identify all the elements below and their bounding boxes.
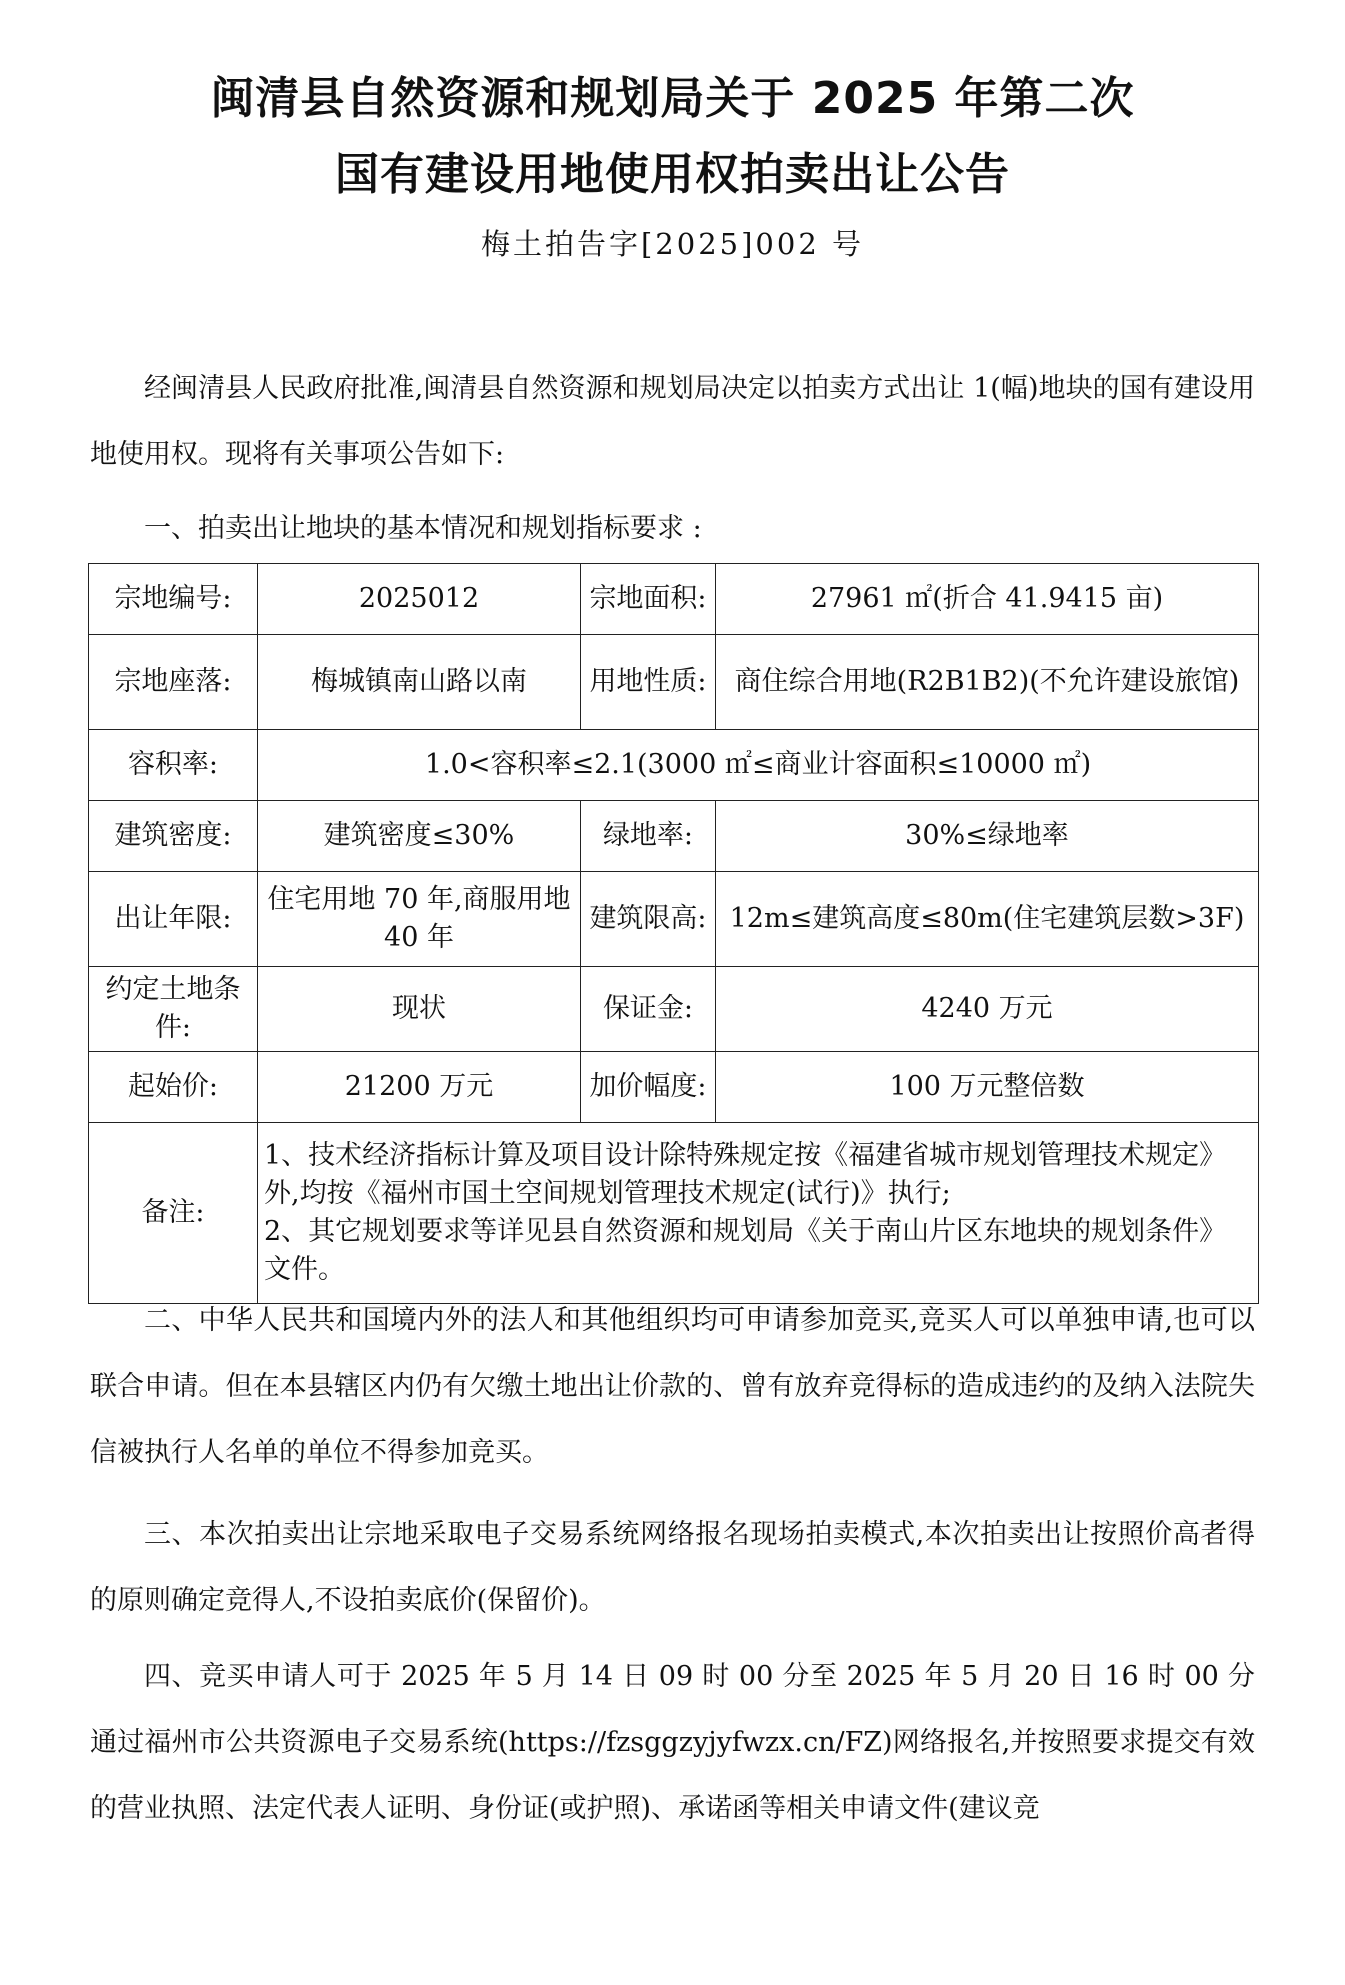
- parcel-no-value: 2025012: [258, 564, 581, 635]
- table-row: [89, 801, 1259, 872]
- parcel-info-table: [88, 563, 1259, 1304]
- area-value: 27961 ㎡(折合 41.9415 亩): [716, 564, 1259, 635]
- intro-paragraph: 经闽清县人民政府批准,闽清县自然资源和规划局决定以拍卖方式出让 1(幅)地块的国有建设用地使用权。现将有关事项公告如下:: [90, 373, 1255, 470]
- table-row: [89, 967, 1259, 1052]
- table-row: [89, 564, 1259, 635]
- start-price-label: 起始价:: [89, 1052, 258, 1123]
- deposit-label: 保证金:: [581, 967, 716, 1052]
- section-3-paragraph: 三、本次拍卖出让宗地采取电子交易系统网络报名现场拍卖模式,本次拍卖出让按照价高者得的原则确定竞得人,不设拍卖底价(保留价)。: [90, 1519, 1255, 1616]
- term-label: 出让年限:: [89, 872, 258, 967]
- area-label: 宗地面积:: [581, 564, 716, 635]
- condition-value: 现状: [258, 967, 581, 1052]
- document-number: 梅土拍告字[2025]002 号: [480, 227, 864, 261]
- height-label: 建筑限高:: [581, 872, 716, 967]
- location-label: 宗地座落:: [89, 635, 258, 730]
- density-value: 建筑密度≤30%: [258, 801, 581, 872]
- height-value: 12m≤建筑高度≤80m(住宅建筑层数>3F): [716, 872, 1259, 967]
- condition-label: 约定土地条件:: [89, 967, 258, 1052]
- land-use-label: 用地性质:: [581, 635, 716, 730]
- table-row: [89, 635, 1259, 730]
- density-label: 建筑密度:: [89, 801, 258, 872]
- remarks-item-2: 2、其它规划要求等详见县自然资源和规划局《关于南山片区东地块的规划条件》文件。: [264, 1216, 1227, 1285]
- far-value: 1.0<容积率≤2.1(3000 ㎡≤商业计容面积≤10000 ㎡): [258, 730, 1259, 801]
- section-2-paragraph: 二、中华人民共和国境内外的法人和其他组织均可申请参加竞买,竞买人可以单独申请,也可以联合申请。但在本县辖区内仍有欠缴土地出让价款的、曾有放弃竞得标的造成违约的及纳入法院失信被执行人名单的单位不得参加竞买。: [90, 1305, 1255, 1468]
- title-line-2: 国有建设用地使用权拍卖出让公告: [335, 149, 1010, 200]
- land-use-value: 商住综合用地(R2B1B2)(不允许建设旅馆): [716, 635, 1259, 730]
- table-row: [89, 1123, 1259, 1304]
- title-line-1: 闽清县自然资源和规划局关于 2025 年第二次: [210, 73, 1135, 124]
- deposit-value: 4240 万元: [716, 967, 1259, 1052]
- green-label: 绿地率:: [581, 801, 716, 872]
- table-row: [89, 730, 1259, 801]
- start-price-value: 21200 万元: [258, 1052, 581, 1123]
- table-row: [89, 872, 1259, 967]
- remarks-item-1: 1、技术经济指标计算及项目设计除特殊规定按《福建省城市规划管理技术规定》外,均按《福州市国土空间规划管理技术规定(试行)》执行;: [264, 1140, 1227, 1209]
- location-value: 梅城镇南山路以南: [258, 635, 581, 730]
- remarks-label: 备注:: [89, 1123, 258, 1304]
- table-row: [89, 1052, 1259, 1123]
- parcel-no-label: 宗地编号:: [89, 564, 258, 635]
- increment-label: 加价幅度:: [581, 1052, 716, 1123]
- section-1-heading: 一、拍卖出让地块的基本情况和规划指标要求 :: [144, 513, 702, 544]
- green-value: 30%≤绿地率: [716, 801, 1259, 872]
- remarks-value: [258, 1123, 1259, 1304]
- increment-value: 100 万元整倍数: [716, 1052, 1259, 1123]
- far-label: 容积率:: [89, 730, 258, 801]
- section-4-paragraph: 四、竞买申请人可于 2025 年 5 月 14 日 09 时 00 分至 2025 年 5 月 20 日 16 时 00 分通过福州市公共资源电子交易系统(https://fzsggzyjyfwzx.cn/FZ)网络报名,并按照要求提交有效的营业执照、法定代表人证明、身份证(或护照)、承诺函等相关申请文件(建议竞: [90, 1661, 1255, 1824]
- term-value: 住宅用地 70 年,商服用地 40 年: [258, 872, 581, 967]
